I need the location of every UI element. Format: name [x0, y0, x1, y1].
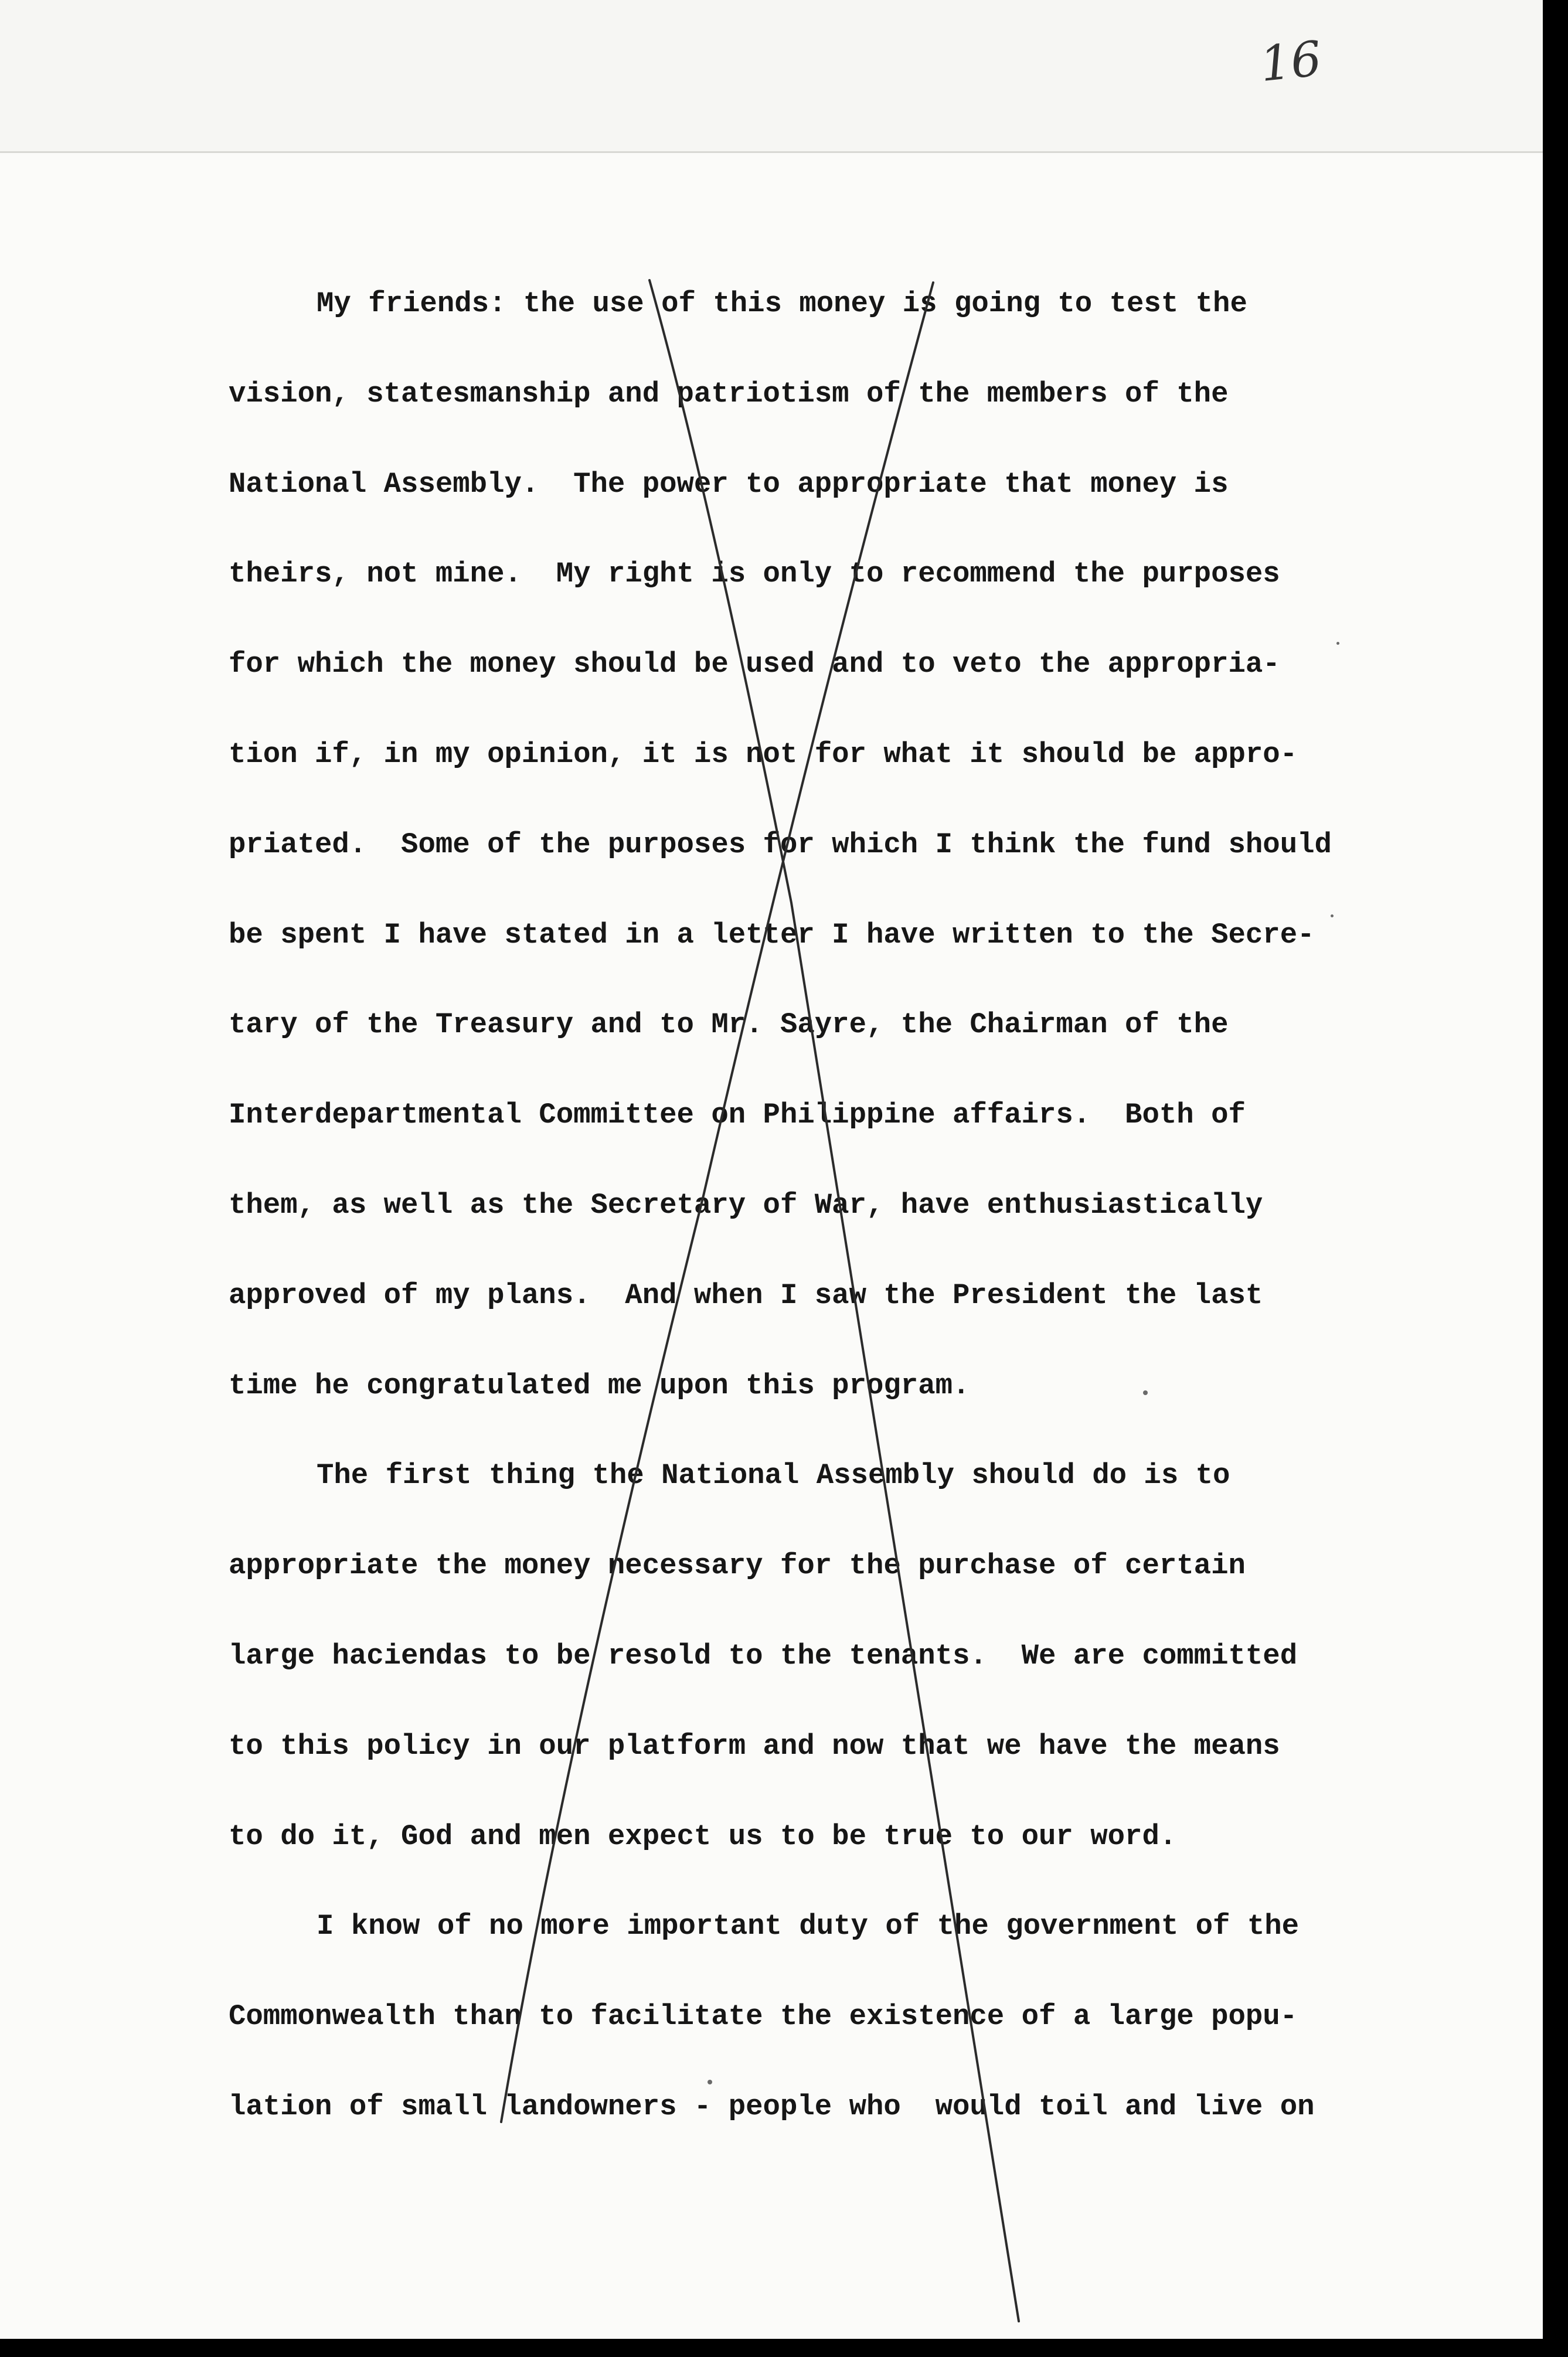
- text-line: to this policy in our platform and now that we have the means: [229, 1729, 1280, 1763]
- stray-ink-dot: [1143, 1390, 1148, 1395]
- paragraph-1: [229, 286, 1401, 1458]
- text-line: be spent I have stated in a letter I have written to the Secre-: [229, 918, 1315, 951]
- text-line: for which the money should be used and to veto the appropria-: [229, 648, 1280, 681]
- stray-ink-dot: [708, 2080, 712, 2084]
- text-line: to do it, God and men expect us to be true to our word.: [229, 1819, 1177, 1853]
- text-line: My friends: the use of this money is going to test the: [317, 287, 1247, 320]
- text-line: Interdepartmental Committee on Philippine affairs. Both of: [229, 1098, 1246, 1132]
- text-line: National Assembly. The power to appropriate that money is: [229, 467, 1229, 501]
- text-line: tion if, in my opinion, it is not for what it should be appro-: [229, 737, 1298, 771]
- stray-ink-dot: [1336, 642, 1339, 645]
- text-line: approved of my plans. And when I saw the President the last: [229, 1278, 1263, 1312]
- paragraph-2: [229, 1458, 1401, 1909]
- text-line: Commonwealth than to facilitate the existence of a large popu-: [229, 2000, 1298, 2033]
- text-line: I know of no more important duty of the government of the: [317, 1910, 1300, 1943]
- paragraph-3: [229, 1909, 1401, 2179]
- text-line: tary of the Treasury and to Mr. Sayre, the Chairman of the: [229, 1008, 1229, 1042]
- text-line: The first thing the National Assembly should do is to: [317, 1459, 1230, 1492]
- text-line: priated. Some of the purposes for which I think the fund should: [229, 828, 1332, 861]
- text-line: large haciendas to be resold to the tenants. We are committed: [229, 1639, 1298, 1672]
- text-line: time he congratulated me upon this program.: [229, 1369, 970, 1402]
- text-line: vision, statesmanship and patriotism of the members of the: [229, 377, 1229, 410]
- handwritten-page-number: 16: [1257, 30, 1325, 93]
- text-line: lation of small landowners - people who would toil and live on: [229, 2090, 1315, 2123]
- text-line: them, as well as the Secretary of War, have enthusiastically: [229, 1188, 1263, 1222]
- typescript-body: [229, 286, 1401, 2179]
- stray-ink-dot: [1331, 914, 1334, 917]
- text-line: theirs, not mine. My right is only to recommend the purposes: [229, 557, 1280, 591]
- text-line: appropriate the money necessary for the purchase of certain: [229, 1549, 1246, 1583]
